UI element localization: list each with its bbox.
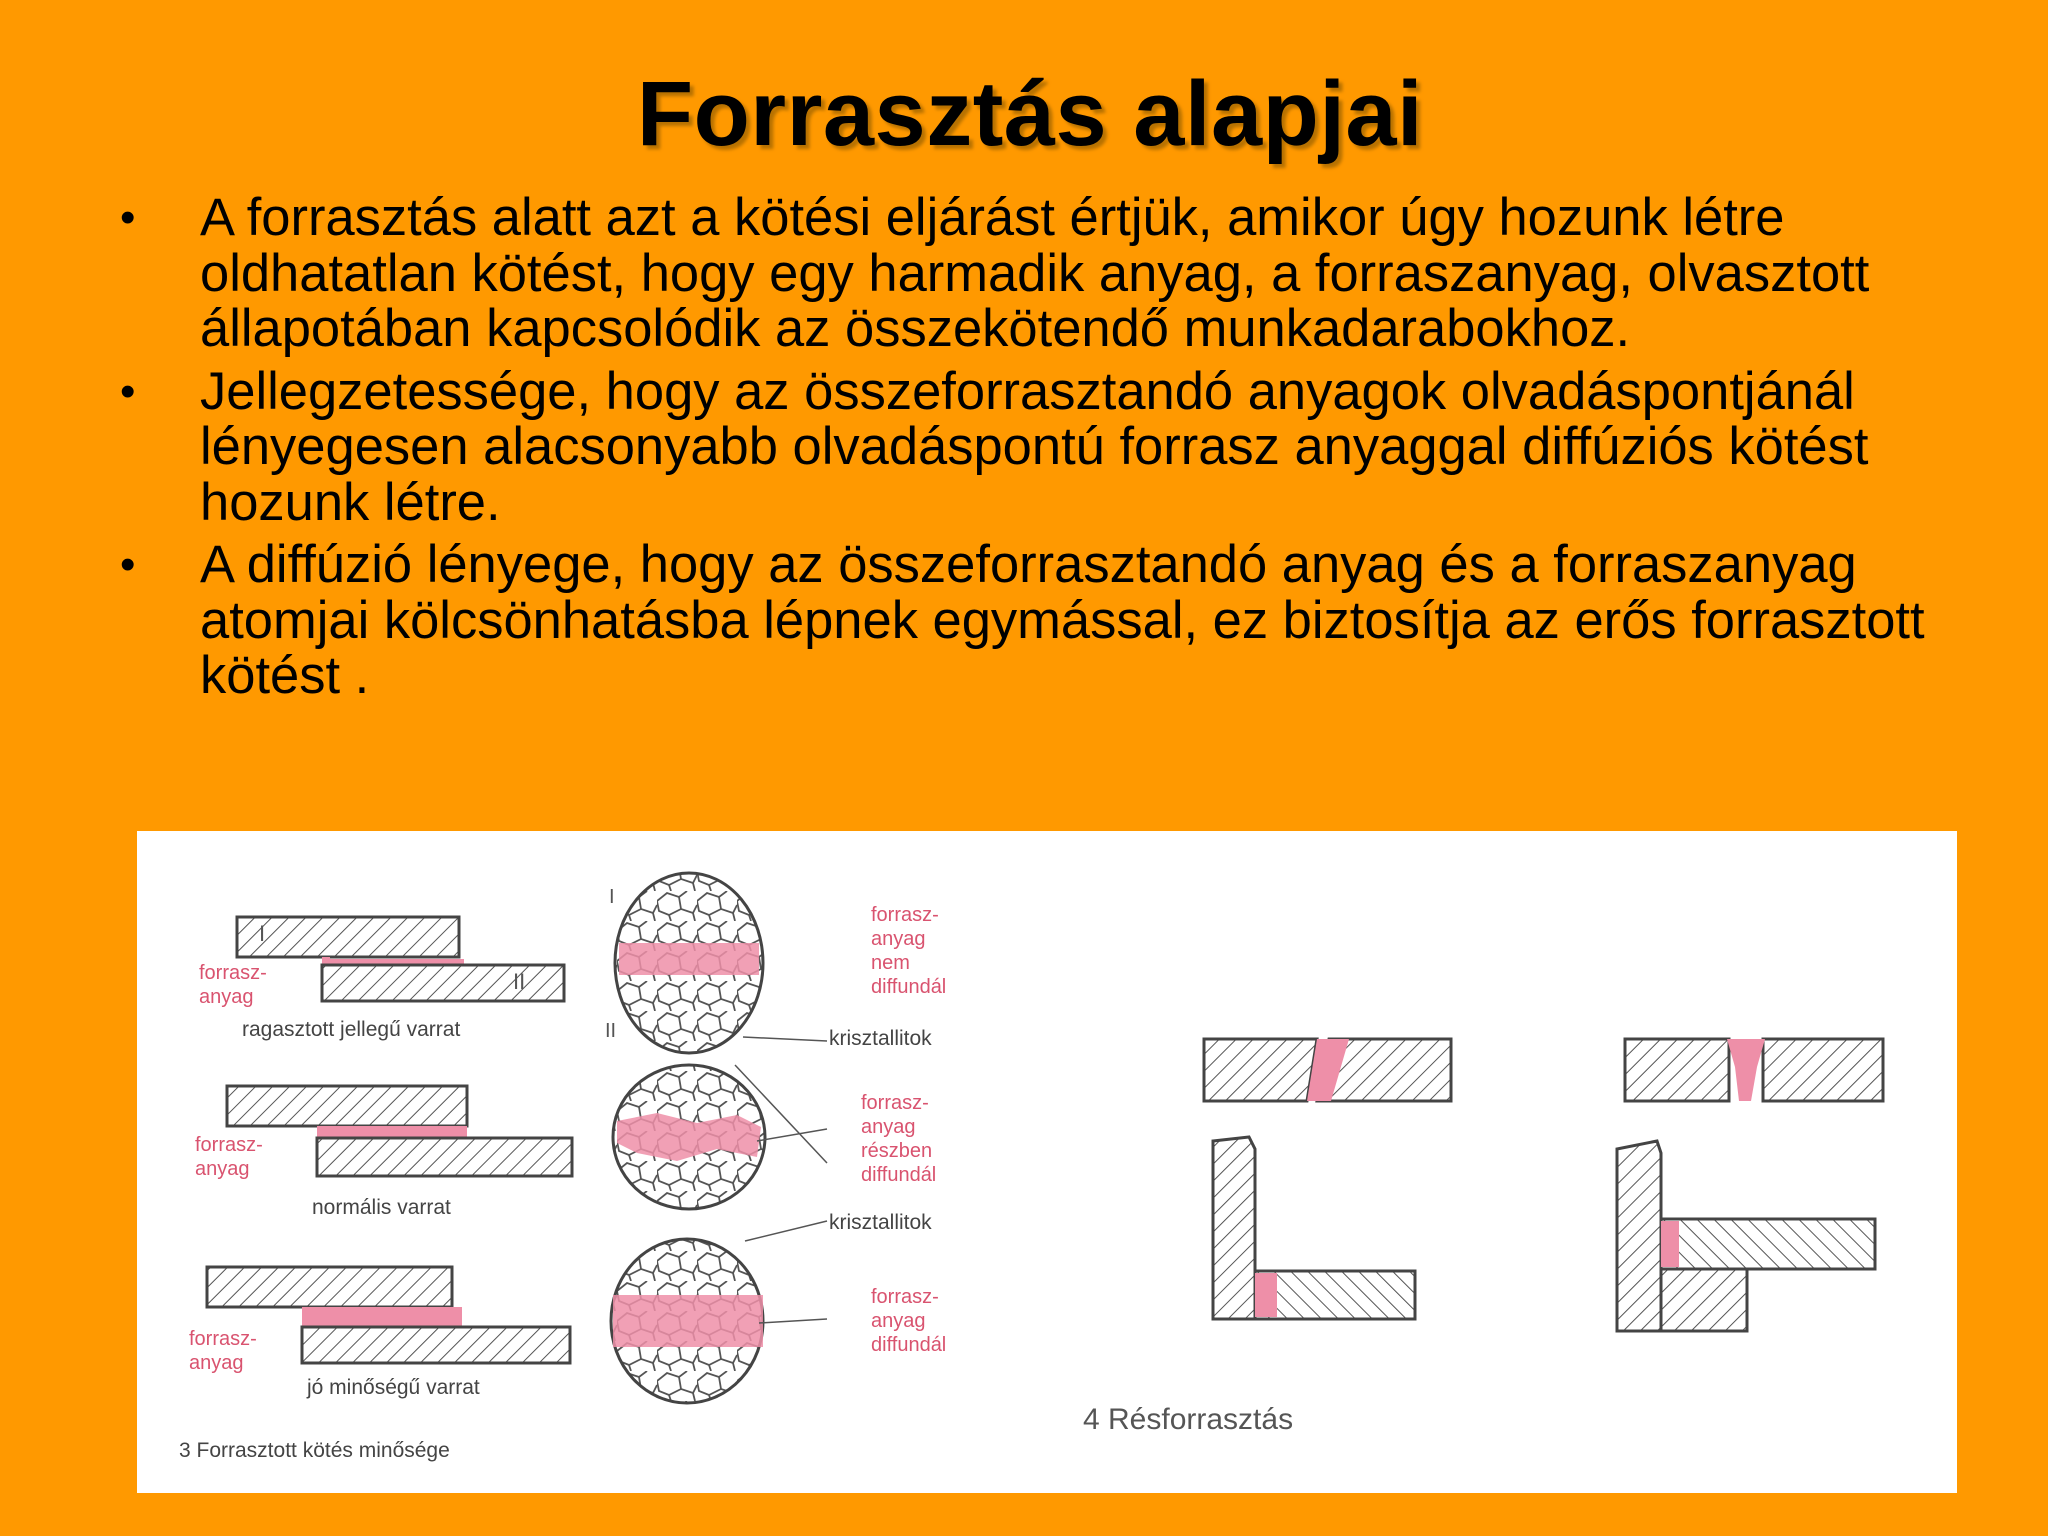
solder-label-3a: forrasz-	[189, 1328, 257, 1350]
bullet-item	[120, 537, 1960, 704]
c1-label-c: nem	[871, 952, 910, 974]
grain-circle-2	[613, 1065, 765, 1209]
c1-label-a: forrasz-	[871, 904, 939, 926]
butt-joint-cup	[1625, 1039, 1883, 1101]
c2-label-d: diffundál	[861, 1164, 937, 1186]
pointer-line-5	[759, 1319, 827, 1323]
crystals-label-1: krisztallitok	[829, 1027, 932, 1050]
roman-i-label: I	[609, 886, 615, 908]
c3-label-b: anyag	[871, 1310, 926, 1332]
c2-label-b: anyag	[861, 1116, 916, 1138]
pointer-line-3	[757, 1129, 827, 1141]
corner-joint-1	[1213, 1137, 1415, 1319]
caption-good: jó minőségű varrat	[307, 1376, 480, 1399]
solder-label-1b: anyag	[199, 986, 254, 1008]
solder-label-1a: forrasz-	[199, 962, 267, 984]
joint-normal	[227, 1086, 572, 1176]
bullet-item	[120, 190, 1960, 357]
c1-label-d: diffundál	[871, 976, 947, 998]
c1-label-b: anyag	[871, 928, 926, 950]
caption-normal: normális varrat	[312, 1196, 451, 1219]
bullet-text: A forrasztás alatt azt a kötési eljárást értjük, amikor úgy hozunk létre oldhatatlan kötést, hogy egy harmadik anyag, a forraszanyag, olvasztott állapotában kapcsolódik az összekötendő munkadarabokhoz.	[200, 188, 1870, 358]
bullet-icon: •	[120, 366, 136, 416]
figure-caption-3: 3 Forrasztott kötés minősége	[179, 1439, 450, 1462]
solder-label-2a: forrasz-	[195, 1134, 263, 1156]
corner-joint-2	[1617, 1141, 1875, 1331]
c2-label-c: részben	[861, 1140, 933, 1162]
grain-circle-1	[615, 873, 763, 1053]
c3-label-a: forrasz-	[871, 1286, 939, 1308]
part-label-ii: II	[513, 969, 526, 994]
c3-label-c: diffundál	[871, 1334, 947, 1356]
illustration-svg	[137, 831, 1957, 1493]
slide-title: Forrasztás alapjai	[636, 63, 1424, 165]
solder-label-2b: anyag	[195, 1158, 250, 1180]
bullet-icon: •	[120, 540, 136, 589]
joint-good	[207, 1267, 570, 1363]
bullet-item	[120, 361, 1960, 532]
c2-label-a: forrasz-	[861, 1092, 929, 1114]
bullet-icon: •	[120, 193, 136, 242]
solder-label-3b: anyag	[189, 1352, 244, 1374]
caption-glued: ragasztott jellegű varrat	[242, 1018, 461, 1041]
part-label-i: I	[259, 921, 266, 946]
pointer-line-4	[745, 1221, 827, 1241]
pointer-line-1	[743, 1037, 827, 1041]
butt-joint-v	[1204, 1039, 1451, 1101]
soldering-illustration	[137, 831, 1957, 1493]
bullet-text: A diffúzió lényege, hogy az összeforrasztandó anyag és a forraszanyag atomjai kölcsönhatásba lépnek egymással, ez biztosítja az erős forrasztott kötést .	[200, 535, 1925, 705]
bullet-text: Jellegzetessége, hogy az összeforrasztandó anyagok olvadáspontjánál lényegesen alacsonyabb olvadáspontú forrasz anyaggal diffúziós kötést hozunk létre.	[200, 361, 1869, 532]
crystals-label-2: krisztallitok	[829, 1211, 932, 1234]
roman-ii-label: II	[605, 1020, 617, 1042]
bullet-list	[120, 190, 1960, 711]
figure-caption-4: 4 Résforrasztás	[1083, 1403, 1294, 1436]
grain-circle-3	[611, 1239, 763, 1403]
